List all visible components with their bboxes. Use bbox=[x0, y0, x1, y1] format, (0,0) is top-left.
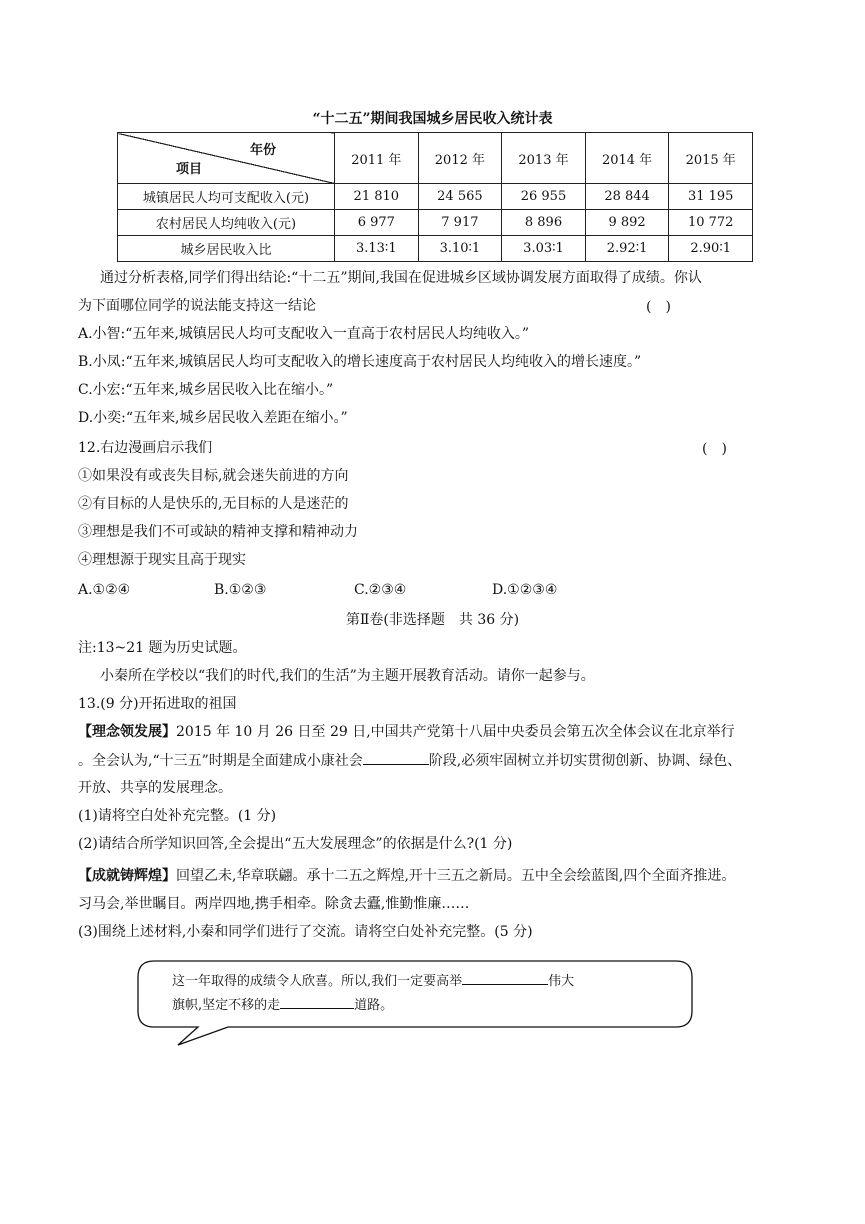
q11-stem-line1: 通过分析表格,同学们得出结论:“十二五”期间,我国在促进城乡区域协调发展方面取得了成绩。你认 bbox=[100, 270, 702, 286]
table-cell: 9 892 bbox=[585, 210, 669, 236]
table-cell: 8 896 bbox=[502, 210, 586, 236]
table-cell: 3.13∶1 bbox=[335, 236, 419, 262]
table-cell: 3.10∶1 bbox=[418, 236, 502, 262]
table-cell: 28 844 bbox=[585, 184, 669, 210]
part2-heading: 第Ⅱ卷(非选择题 共 36 分) bbox=[345, 612, 520, 628]
q11-answer-paren[interactable]: ( ) bbox=[646, 299, 671, 315]
table-row bbox=[118, 210, 753, 236]
table-cell: 21 810 bbox=[335, 184, 419, 210]
part2-intro: 小秦所在学校以“我们的时代,我们的生活”为主题开展教育活动。请你一起参与。 bbox=[100, 668, 595, 684]
q13-para1-line2a: 。全会认为,“十三五”时期是全面建成小康社会 bbox=[78, 753, 363, 769]
q13-title: 13.(9 分)开拓进取的祖国 bbox=[78, 696, 237, 712]
q11-option-a: A.小智:“五年来,城镇居民人均可支配收入一直高于农村居民人均纯收入。” bbox=[78, 326, 530, 342]
year-header-cell: 2013 年 bbox=[502, 133, 586, 184]
table-row bbox=[118, 184, 753, 210]
table-cell: 7 917 bbox=[418, 210, 502, 236]
table-cell: 31 195 bbox=[669, 184, 753, 210]
q13-para1-line1 bbox=[78, 722, 735, 742]
q11-option-b: B.小凤:“五年来,城镇居民人均可支配收入的增长速度高于农村居民人均纯收入的增长速度。” bbox=[78, 354, 642, 370]
table-cell: 6 977 bbox=[335, 210, 419, 236]
row-label-cell: 农村居民人均纯收入(元) bbox=[118, 210, 335, 236]
q13-para1-line2b: 阶段,必须牢固树立并切实贯彻创新、协调、绿色、 bbox=[428, 753, 742, 769]
q13-para2-line2: 习马会,举世瞩目。两岸四地,携手相牵。除贪去蠹,惟勤惟廉…… bbox=[78, 896, 470, 912]
q12-choice-a: A.①②④ bbox=[78, 582, 131, 598]
bubble-line2a: 旗帜,坚定不移的走 bbox=[172, 998, 281, 1013]
bubble-line2b: 道路。 bbox=[354, 998, 394, 1013]
bubble-line1 bbox=[172, 970, 574, 992]
header-item-label: 项目 bbox=[176, 162, 203, 177]
table-cell: 24 565 bbox=[418, 184, 502, 210]
q12-item-2: ②有目标的人是快乐的,无目标的人是迷茫的 bbox=[78, 496, 349, 512]
table-cell: 2.92∶1 bbox=[585, 236, 669, 262]
q12-stem: 12.右边漫画启示我们 bbox=[78, 440, 213, 456]
table-title: “十二五”期间我国城乡居民收入统计表 bbox=[312, 111, 553, 127]
table-cell: 2.90∶1 bbox=[669, 236, 753, 262]
q12-item-4: ④理想源于现实且高于现实 bbox=[78, 552, 246, 568]
q13-para1-line2 bbox=[78, 750, 741, 771]
header-year-label: 年份 bbox=[249, 143, 276, 158]
table-corner-cell bbox=[118, 133, 335, 184]
table-cell: 3.03∶1 bbox=[502, 236, 586, 262]
bubble-line1b: 伟大 bbox=[548, 974, 575, 989]
bubble-line2 bbox=[172, 994, 393, 1016]
q13-para1-text: 2015 年 10 月 26 日至 29 日,中国共产党第十八届中央委员会第五次全体会议在北京举行 bbox=[176, 724, 735, 740]
q13-para1-line3: 开放、共享的发展理念。 bbox=[78, 780, 232, 796]
q13-para2-text: 回望乙未,华章联翩。承十二五之辉煌,开十三五之新局。五中全会绘蓝图,四个全面齐推进。 bbox=[176, 868, 736, 884]
bubble-blank-2[interactable] bbox=[280, 994, 354, 1009]
part2-note: 注:13~21 题为历史试题。 bbox=[78, 640, 247, 656]
q13-sub1: (1)请将空白处补充完整。(1 分) bbox=[78, 808, 277, 824]
q11-option-c: C.小宏:“五年来,城乡居民收入比在缩小。” bbox=[78, 382, 334, 398]
q12-choice-d: D.①②③④ bbox=[492, 582, 558, 598]
q12-choice-b: B.①②③ bbox=[214, 582, 267, 598]
q13-sub3: (3)围绕上述材料,小秦和同学们进行了交流。请将空白处补充完整。(5 分) bbox=[78, 924, 533, 940]
q13-sub2: (2)请结合所学知识回答,全会提出“五大发展理念”的依据是什么?(1 分) bbox=[78, 836, 513, 852]
q11-stem-line2: 为下面哪位同学的说法能支持这一结论 bbox=[78, 298, 316, 314]
q13-tag-achievement: 【成就铸辉煌】 bbox=[78, 868, 176, 884]
table-cell: 10 772 bbox=[669, 210, 753, 236]
table-row bbox=[118, 236, 753, 262]
row-label-cell: 城乡居民收入比 bbox=[118, 236, 335, 262]
q13-para2-line1 bbox=[78, 866, 735, 886]
q13-blank-1[interactable] bbox=[363, 750, 429, 765]
q12-item-1: ①如果没有或丧失目标,就会迷失前进的方向 bbox=[78, 468, 349, 484]
q12-answer-paren[interactable]: ( ) bbox=[702, 441, 727, 457]
bubble-blank-1[interactable] bbox=[462, 970, 548, 985]
table-cell: 26 955 bbox=[502, 184, 586, 210]
year-header-cell: 2014 年 bbox=[585, 133, 669, 184]
table-header-row bbox=[118, 133, 753, 184]
year-header-cell: 2015 年 bbox=[669, 133, 753, 184]
bubble-line1a: 这一年取得的成绩令人欣喜。所以,我们一定要高举 bbox=[172, 974, 463, 989]
q12-choice-c: C.②③④ bbox=[354, 582, 407, 598]
row-label-cell: 城镇居民人均可支配收入(元) bbox=[118, 184, 335, 210]
year-header-cell: 2012 年 bbox=[418, 133, 502, 184]
q12-item-3: ③理想是我们不可或缺的精神支撑和精神动力 bbox=[78, 524, 358, 540]
income-statistics-table bbox=[117, 132, 753, 262]
q11-option-d: D.小奕:“五年来,城乡居民收入差距在缩小。” bbox=[78, 410, 348, 426]
q13-tag-concept: 【理念领发展】 bbox=[78, 724, 176, 740]
year-header-cell: 2011 年 bbox=[335, 133, 419, 184]
